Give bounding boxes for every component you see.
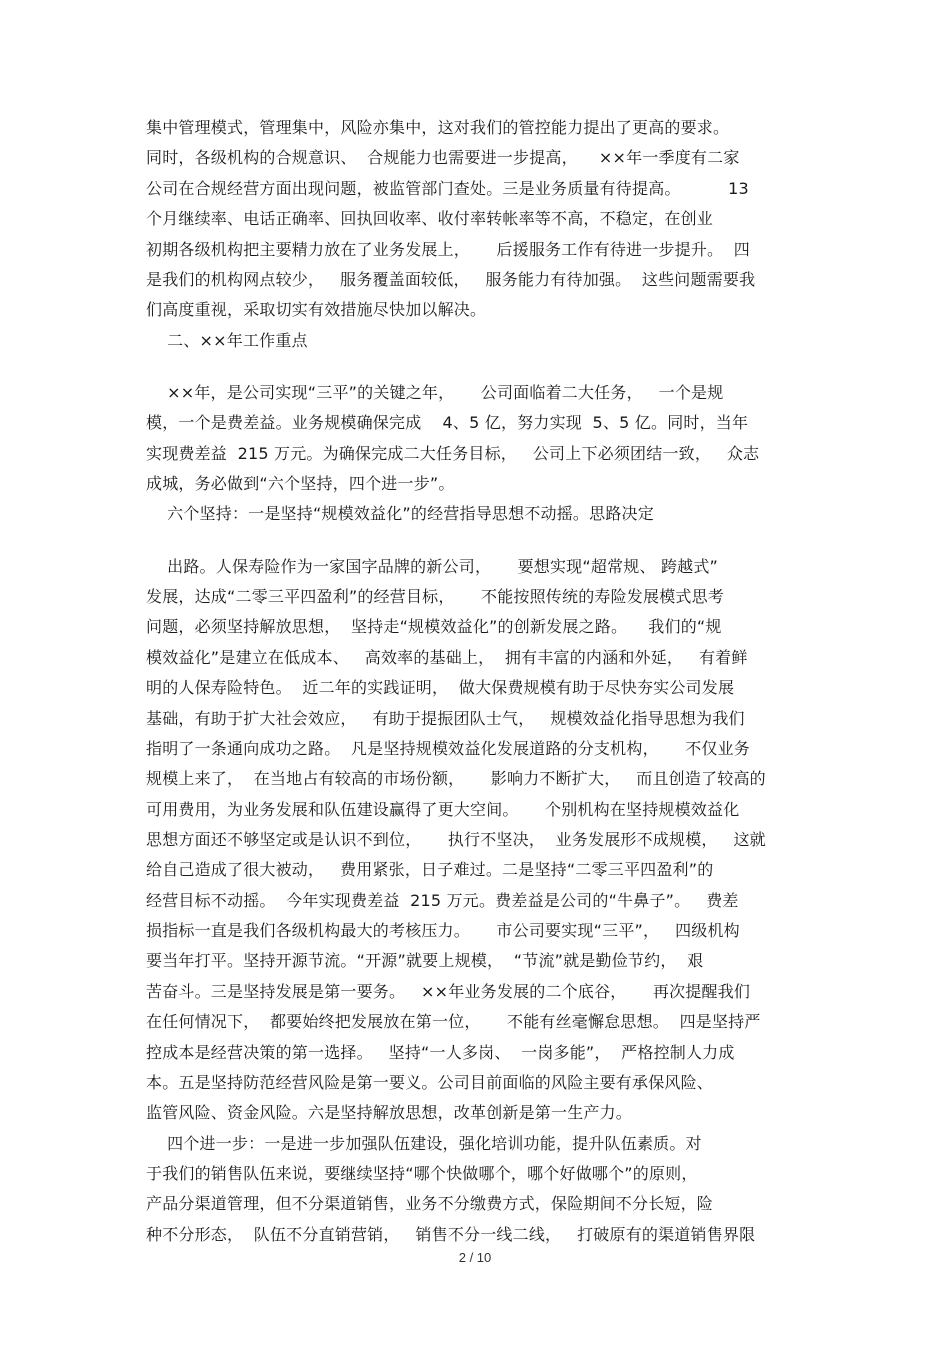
text-line: 出路。人保寿险作为一家国字品牌的新公司， 要想实现“超常规、 跨越式” [146,557,719,576]
text-line: 指明了一条通向成功之路。 凡是坚持规模效益化发展道路的分支机构， 不仅业务 [146,739,751,758]
text-line: 集中管理模式，管理集中，风险亦集中，这对我们的管控能力提出了更高的要求。 [146,118,730,137]
text-line: 思想方面还不够坚定或是认识不到位， 执行不坚决， 业务发展形不成规模， 这就 [146,830,766,849]
text-line: 同时，各级机构的合规意识、 合规能力也需要进一步提高， ××年一季度有二家 [146,148,740,167]
text-line: 苦奋斗。三是坚持发展是第一要务。 ××年业务发展的二个底谷， 再次提醒我们 [146,982,751,1001]
text-line: 种不分形态， 队伍不分直销营销， 销售不分一线二线， 打破原有的渠道销售界限 [146,1225,756,1244]
text-line: 二、××年工作重点 [146,331,308,350]
text-line: 模，一个是费差益。业务规模确保完成 4、5 亿，努力实现 5、5 亿。同时，当年 [146,413,749,432]
text-line: 基础，有助于扩大社会效应， 有助于提振团队士气， 规模效益化指导思想为我们 [146,709,745,728]
text-line: 四个进一步：一是进一步加强队伍建设，强化培训功能，提升队伍素质。对 [146,1134,702,1153]
text-line: 给自己造成了很大被动， 费用紧张，日子难过。二是坚持“二零三平四盈利”的 [146,860,714,879]
text-line: 们高度重视，采取切实有效措施尽快加以解决。 [146,300,487,319]
text-line: 控成本是经营决策的第一选择。 坚持“一人多岗、 一岗多能”， 严格控制人力成 [146,1043,735,1062]
text-line: 问题，必须坚持解放思想， 坚持走“规模效益化”的创新发展之路。 我们的“规 [146,617,722,636]
text-line: 明的人保寿险特色。 近二年的实践证明， 做大保费规模有助于尽快夯实公司发展 [146,678,735,697]
text-line: 于我们的销售队伍来说，要继续坚持“哪个快做哪个，哪个好做哪个”的原则， [146,1164,698,1183]
text-line: 监管风险、资金风险。六是坚持解放思想，改革创新是第一生产力。 [146,1103,633,1122]
text-line: 公司在合规经营方面出现问题，被监管部门查处。三是业务质量有待提高。 13 [146,179,749,198]
text-line: 规模上来了， 在当地占有较高的市场份额， 影响力不断扩大， 而且创造了较高的 [146,769,766,788]
text-line: ××年，是公司实现“三平”的关键之年， 公司面临着二大任务， 一个是规 [146,383,724,402]
text-line: 损指标一直是我们各级机构最大的考核压力。 市公司要实现“三平”， 四级机构 [146,921,740,940]
text-line: 实现费差益 215 万元。为确保完成二大任务目标， 公司上下必须团结一致， 众志 [146,444,760,463]
text-line: 是我们的机构网点较少， 服务覆盖面较低， 服务能力有待加强。 这些问题需要我 [146,270,756,289]
text-line: 要当年打平。坚持开源节流。“开源”就要上规模， “节流”就是勤俭节约， 艰 [146,951,704,970]
text-line: 本。五是坚持防范经营风险是第一要义。公司目前面临的风险主要有承保风险、 [146,1073,714,1092]
text-line: 产品分渠道管理，但不分渠道销售，业务不分缴费方式，保险期间不分长短，险 [146,1194,714,1213]
text-line: 个月继续率、电话正确率、回执回收率、收付率转帐率等不高，不稳定，在创业 [146,209,714,228]
text-line: 发展，达成“二零三平四盈利”的经营目标， 不能按照传统的寿险发展模式思考 [146,587,725,606]
page-number: 2 / 10 [458,1250,492,1265]
text-line: 可用费用，为业务发展和队伍建设赢得了更大空间。 个别机构在坚持规模效益化 [146,800,740,819]
text-line: 模效益化”是建立在低成本、 高效率的基础上， 拥有丰富的内涵和外延， 有着鲜 [146,648,748,667]
text-line: 经营目标不动摇。 今年实现费差益 215 万元。费差益是公司的“牛鼻子”。 费差 [146,891,739,910]
text-line: 在任何情况下， 都要始终把发展放在第一位， 不能有丝毫懈怠思想。 四是坚持严 [146,1012,761,1031]
text-line: 六个坚持：一是坚持“规模效益化”的经营指导思想不动摇。思路决定 [146,504,654,523]
text-line: 成城，务必做到“六个坚持，四个进一步”。 [146,474,455,493]
text-line: 初期各级机构把主要精力放在了业务发展上， 后援服务工作有待进一步提升。 四 [146,240,751,259]
